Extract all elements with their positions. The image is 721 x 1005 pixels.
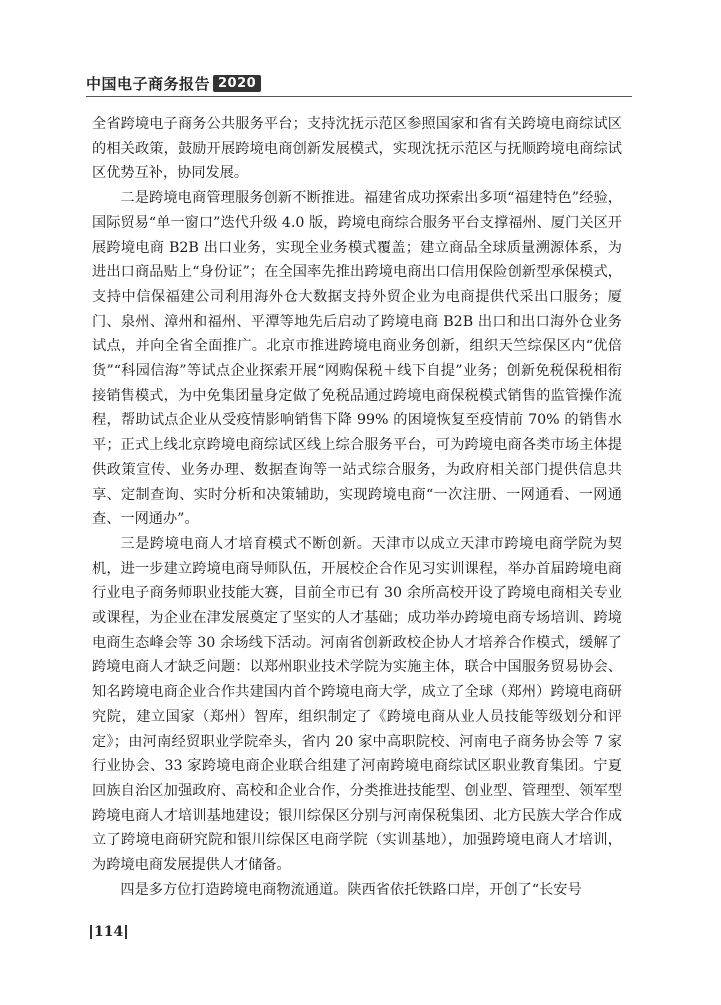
- paragraph-4: 四是多方位打造跨境电商物流通道。陕西省依托铁路口岸，开创了“长安号: [120, 881, 582, 898]
- page-number: [88, 924, 129, 940]
- header-divider: [86, 96, 632, 97]
- report-title: 中国电子商务报告: [86, 74, 211, 93]
- running-header: [86, 72, 261, 94]
- page-number-left-bar: [90, 925, 92, 939]
- page-number-value: 114: [94, 924, 124, 940]
- paragraph-1: 全省跨境电子商务公共服务平台；支持沈抚示范区参照国家和省有关跨境电商综试区的相关政策，鼓励开展跨境电商创新发展模式，实现沈抚示范区与抚顺跨境电商综试区优势互补，协同发展。: [92, 116, 622, 182]
- paragraph-2: 二是跨境电商管理服务创新不断推进。福建省成功探索出多项“福建特色”经验，国际贸易“单一窗口”迭代升级 4.0 版，跨境电商综合服务平台支撑福州、厦门关区开展跨境电商 B2B 出口业务，实现全业务模式覆盖；建立商品全球质量溯源体系，为进出口商品贴上“身份证”；在全国率先推出跨境电商出口信用保险创新型承保模式，支持中信保福建公司利用海外仓大数据支持外贸企业为电商提供代采出口服务；厦门、泉州、漳州和福州、平潭等地先后启动了跨境电商 B2B 出口和出口海外仓业务试点，并向全省全面推广。北京市推进跨境电商业务创新，组织天竺综保区内“优倍货”“科园信海”等试点企业探索开展“网购保税＋线下自提”业务；创新免税保税相衔接销售模式，为中免集团量身定做了免税品通过跨境电商保税模式销售的监管操作流程，帮助试点企业从受疫情影响销售下降 99% 的困境恢复至疫情前 70% 的销售水平；正式上线北京跨境电商综试区线上综合服务平台，可为跨境电商各类市场主体提供政策宣传、业务办理、数据查询等一站式综合服务，为政府相关部门提供信息共享、定制查询、实时分析和决策辅助，实现跨境电商“一次注册、一网通看、一网通查、一网通办”。: [92, 190, 622, 528]
- body-text: [92, 112, 622, 903]
- page-number-right-bar: [125, 925, 127, 939]
- report-year-badge: 2020: [213, 75, 261, 92]
- paragraph-3: 三是跨境电商人才培育模式不断创新。天津市以成立天津市跨境电商学院为契机，进一步建立跨境电商导师队伍，开展校企合作见习实训课程，举办首届跨境电商行业电子商务师职业技能大赛，目前全市已有 30 余所高校开设了跨境电商相关专业或课程，为企业在津发展奠定了坚实的人才基础；成功举办跨境电商专场培训、跨境电商生态峰会等 30 余场线下活动。河南省创新政校企协人才培养合作模式，缓解了跨境电商人才缺乏问题：以郑州职业技术学院为实施主体，联合中国服务贸易协会、知名跨境电商企业合作共建国内首个跨境电商大学，成立了全球（郑州）跨境电商研究院，建立国家（郑州）智库，组织制定了《跨境电商从业人员技能等级划分和评定》；由河南经贸职业学院牵头，省内 20 家中高职院校、河南电子商务协会等 7 家行业协会、33 家跨境电商企业联合组建了河南跨境电商综试区职业教育集团。宁夏回族自治区加强政府、高校和企业合作，分类推进技能型、创业型、管理型、领军型跨境电商人才培训基地建设；银川综保区分别与河南保税集团、北方民族大学合作成立了跨境电商研究院和银川综保区电商学院（实训基地），加强跨境电商人才培训，为跨境电商发展提供人才储备。: [92, 535, 622, 874]
